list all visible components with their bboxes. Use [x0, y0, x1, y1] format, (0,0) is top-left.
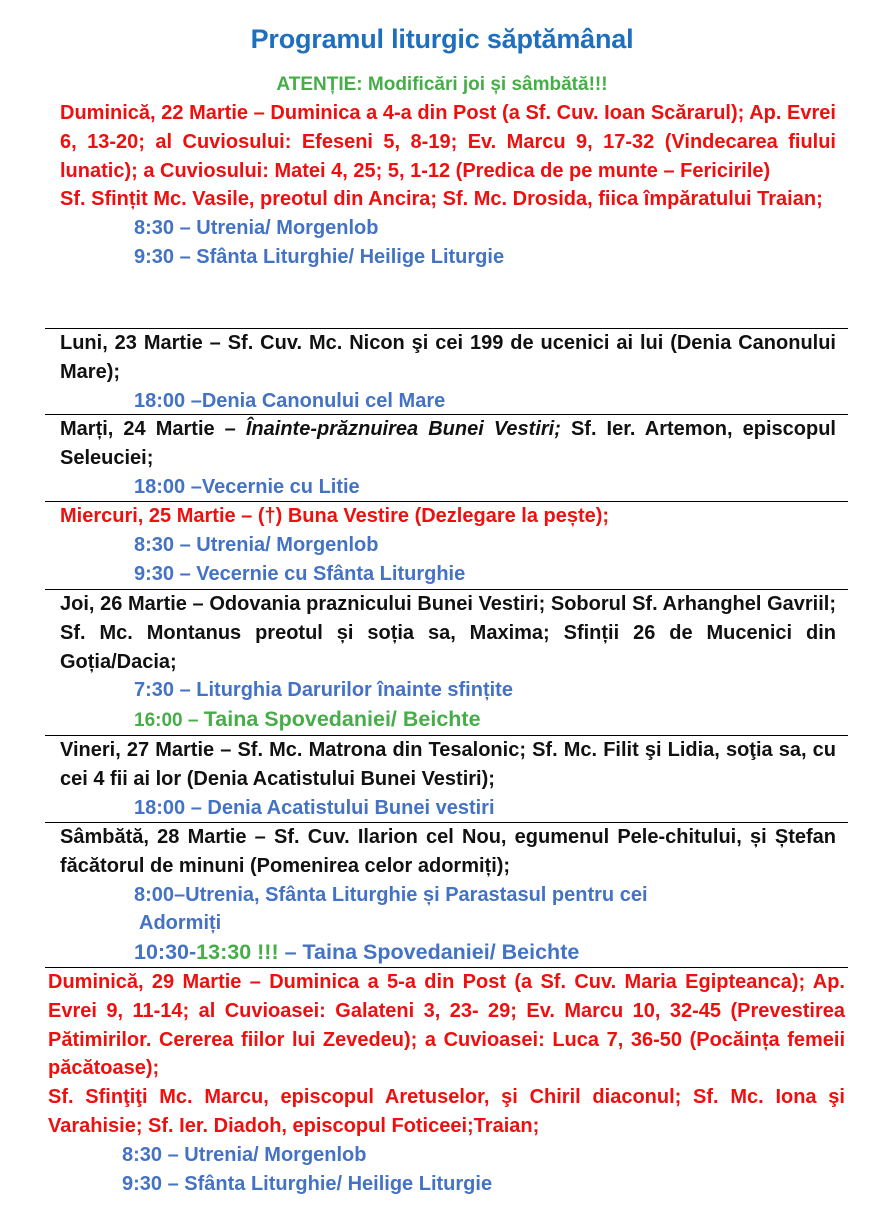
day-saints: Sf. Sfinţiţi Mc. Marcu, episcopul Aretuselor, şi Chiril diaconul; Sf. Mc. Iona şi Varahisie; Sf. Ier. Diadoh, episcopul Foticeei;Traian; [48, 1086, 845, 1137]
page-title: Programul liturgic săptămânal [250, 24, 634, 54]
day-section-monday-23 [45, 328, 848, 415]
day-heading: Miercuri, 25 Martie – (†) Buna Vestire (Dezlegare la pește); [60, 505, 610, 527]
day-heading: Luni, 23 Martie – Sf. Cuv. Mc. Nicon şi cei 199 de ucenici ai lui (Denia Canonului Mare); [60, 332, 836, 383]
day-heading: Sâmbătă, 28 Martie – Sf. Cuv. Ilarion cel Nou, egumenul Pele-chitului, și Ștefan făcătorul de minuni (Pomenirea celor adormiți); [60, 826, 836, 877]
confession-label: Taina Spovedaniei/ Beichte [203, 707, 481, 732]
day-heading: Vineri, 27 Martie – Sf. Mc. Matrona din Tesalonic; Sf. Mc. Filit şi Lidia, soţia sa, cu cei 4 fii ai lor (Denia Acatistului Bunei Vestiri); [60, 739, 836, 790]
day-heading: Duminică, 29 Martie – Duminica a 5-a din Post (a Sf. Cuv. Maria Egipteanca); Ap. Evrei 9, 11-14; al Cuvioasei: Galateni 3, 23- 29; Ev. Marcu 10, 32-45 (Prevestirea Pătimirilor. Cererea fiilor lui Zevedeu); a Cuvioasei: Luca 7, 36-50 (Pocăința femeii păcătoase); [48, 971, 845, 1080]
service-item: 8:30 – Utrenia/ Morgenlob [134, 533, 379, 556]
day-heading-suffix: Sf. Ier. Artemon, episcopul Seleuciei; [60, 418, 836, 469]
day-section-sunday-22 [45, 99, 848, 272]
day-saints: Sf. Sfințit Mc. Vasile, preotul din Ancira; Sf. Mc. Drosida, fiica împăratului Traian; [60, 188, 823, 211]
confession-label: – Taina Spovedaniei/ Beichte [278, 940, 580, 965]
confession-service [45, 705, 848, 736]
service-item-continuation: Adormiți [139, 912, 222, 935]
day-section-wednesday-25 [45, 501, 848, 588]
day-section-sunday-29 [45, 967, 848, 1198]
service-item: 9:30 – Sfânta Liturghie/ Heilige Liturgie [122, 1172, 493, 1195]
service-item: 8:00–Utrenia, Sfânta Liturghie și Parastasul pentru cei [134, 883, 648, 906]
day-heading: Duminică, 22 Martie – Duminica a 4-a din Post (a Sf. Cuv. Ioan Scărarul); Ap. Evrei 6, 13-20; al Cuviosului: Efeseni 5, 8-19; Ev. Marcu 9, 17-32 (Vindecarea fiului lunatic); a Cuviosului: Matei 4, 25; 5, 1-12 (Predica de pe munte – Fericirile) [60, 102, 836, 182]
service-item: 18:00 –Vecernie cu Litie [134, 475, 360, 498]
day-heading [45, 415, 848, 473]
confession-start: 10:30- [134, 940, 197, 965]
day-heading: Joi, 26 Martie – Odovania praznicului Bunei Vestiri; Soborul Sf. Arhanghel Gavriil; Sf. Mc. Montanus preotul și soția sa, Maxima; Sfinții 26 de Mucenici din Goția/Dacia; [60, 593, 836, 673]
service-item: 8:30 – Utrenia/ Morgenlob [134, 217, 379, 240]
confession-service [45, 938, 848, 967]
service-item: 18:00 –Denia Canonului cel Mare [134, 389, 446, 412]
confession-time: 16:00 – [134, 710, 204, 732]
service-item: 9:30 – Sfânta Liturghie/ Heilige Liturgie [134, 245, 505, 268]
day-section-saturday-28 [45, 822, 848, 967]
changes-notice: ATENȚIE: Modificări joi și sâmbătă!!! [276, 74, 608, 95]
day-section-tuesday-24 [45, 414, 848, 501]
service-item: 18:00 – Denia Acatistului Bunei vestiri [134, 796, 495, 819]
day-heading-feast: Înainte-prăznuirea Bunei Vestiri; [245, 418, 561, 440]
service-item: 9:30 – Vecernie cu Sfânta Liturghie [134, 562, 466, 585]
day-heading-prefix: Marți, 24 Martie – [60, 418, 246, 440]
service-item: 7:30 – Liturghia Darurilor înainte sfințite [134, 679, 513, 702]
service-item: 8:30 – Utrenia/ Morgenlob [122, 1143, 367, 1166]
confession-end: 13:30 !!! [196, 940, 279, 965]
day-section-thursday-26 [45, 589, 848, 736]
day-section-friday-27 [45, 735, 848, 822]
